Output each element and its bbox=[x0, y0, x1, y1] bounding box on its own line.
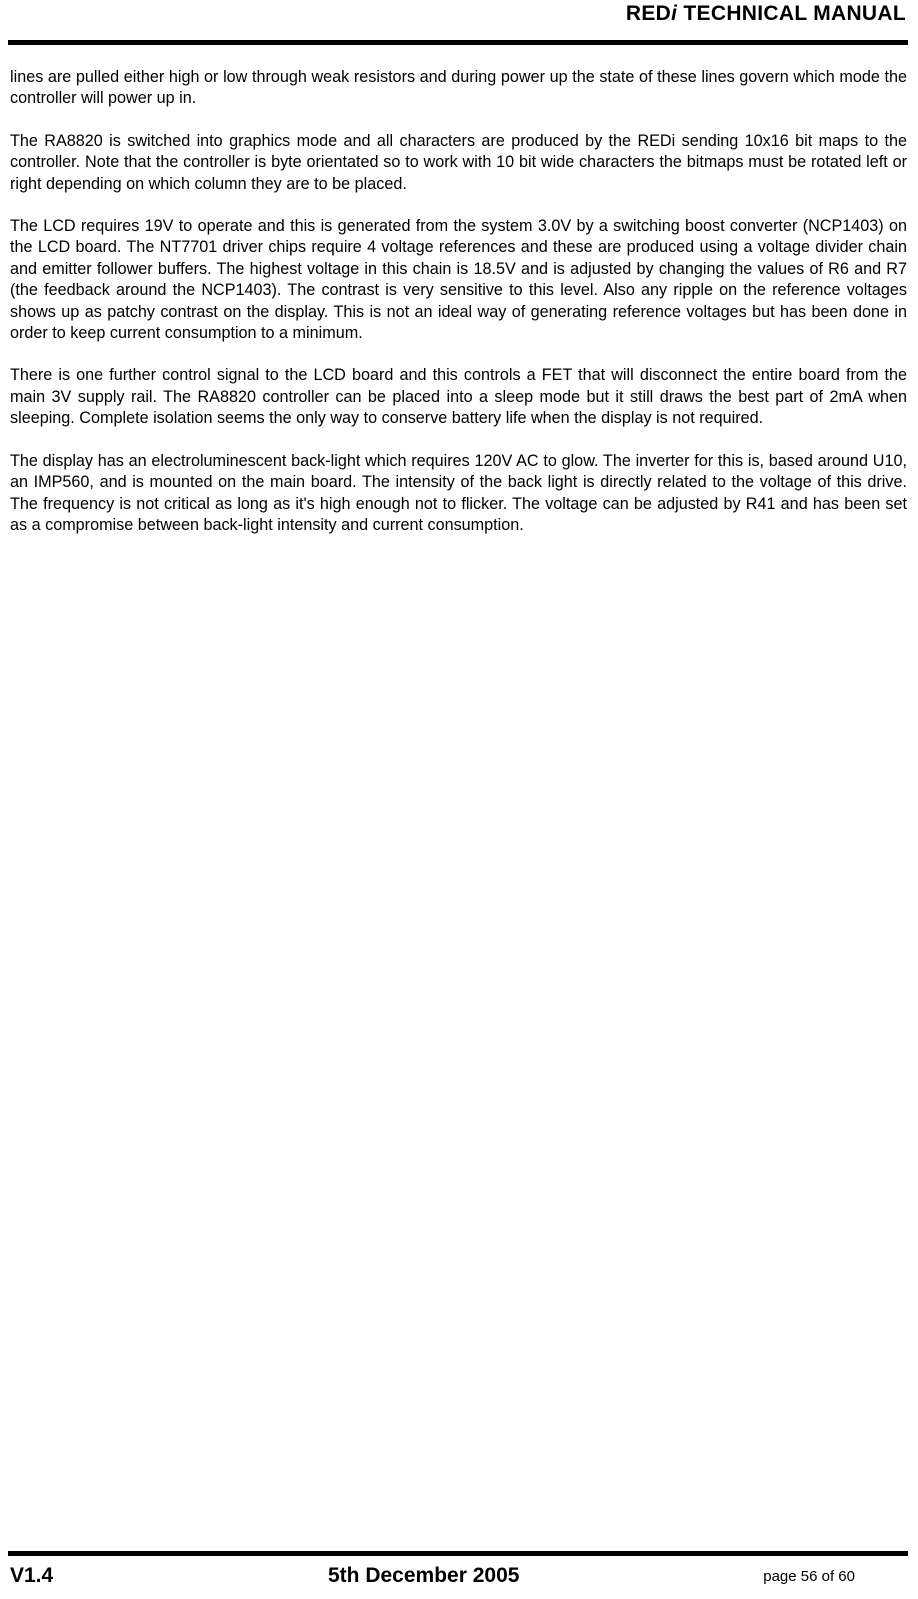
title-suffix: TECHNICAL MANUAL bbox=[677, 2, 906, 25]
header-rule bbox=[8, 40, 908, 45]
paragraph-4: There is one further control signal to the LCD board and this controls a FET that will disconnect the entire board from the main 3V supply rail. The RA8820 controller can be placed into a sleep mode but it still draws the best part of 2mA when sleeping. Complete isolation seems the only way to conserve battery life when the display is not required. bbox=[10, 366, 907, 428]
paragraph-3: The LCD requires 19V to operate and this is generated from the system 3.0V by a switching boost converter (NCP1403) on the LCD board. The NT7701 driver chips require 4 voltage references and these are produced using a voltage divider chain and emitter follower buffers. The highest voltage in this chain is 18.5V and is adjusted by changing the values of R6 and R7 (the feedback around the NCP1403). The contrast is very sensitive to this level. Also any ripple on the reference voltages shows up as patchy contrast on the display. This is not an ideal way of generating reference voltages but has been done in order to keep current consumption to a minimum. bbox=[10, 217, 907, 343]
manual-title bbox=[626, 2, 906, 26]
title-italic-i: i bbox=[671, 2, 678, 25]
title-prefix: RED bbox=[625, 2, 672, 25]
page-footer bbox=[10, 1564, 907, 1594]
paragraph-2: The RA8820 is switched into graphics mode and all characters are produced by the REDi sending 10x16 bit maps to the controller. Note that the controller is byte orientated so to work with 10 bit wide characters the bitmaps must be rotated left or right depending on which column they are to be placed. bbox=[10, 131, 907, 193]
version-label: V1.4 bbox=[10, 1564, 54, 1587]
paragraph-1: lines are pulled either high or low through weak resistors and during power up the state of these lines govern which mode the controller will power up in. bbox=[10, 68, 907, 108]
page-body bbox=[10, 67, 907, 557]
page-number: page 56 of 60 bbox=[763, 1568, 855, 1585]
footer-rule bbox=[8, 1551, 908, 1556]
date-label: 5th December 2005 bbox=[328, 1564, 520, 1587]
paragraph-5: The display has an electroluminescent back-light which requires 120V AC to glow. The inverter for this is, based around U10, an IMP560, and is mounted on the main board. The intensity of the back light is directly related to the voltage of this drive. The frequency is not critical as long as it's high enough not to flicker. The voltage can be adjusted by R41 and has been set as a compromise between back-light intensity and current consumption. bbox=[10, 451, 907, 534]
